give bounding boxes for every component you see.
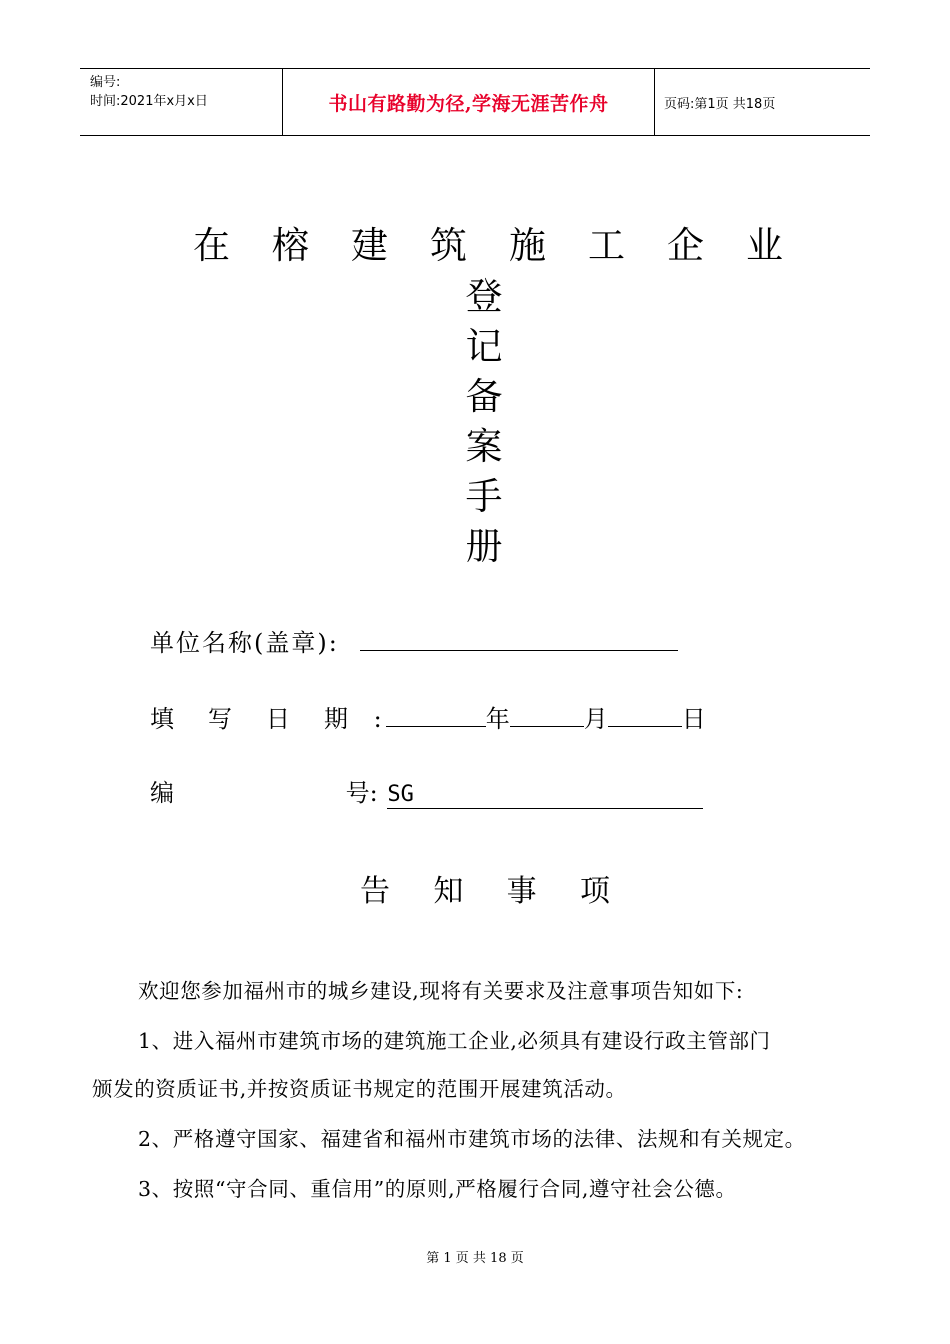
- notice-title-char: 告: [360, 874, 390, 909]
- fill-date-label-char: 日: [266, 705, 290, 733]
- title-char: 筑: [430, 224, 467, 267]
- year-label: 年: [485, 705, 510, 733]
- title-char: 登: [465, 275, 503, 318]
- month-label: 月: [583, 705, 608, 733]
- header-page-code-cell: [655, 69, 870, 135]
- month-blank[interactable]: [510, 700, 584, 727]
- title-char: 备: [465, 375, 503, 418]
- title-char: 册: [465, 525, 503, 568]
- notice-item-1-line-2: 颁发的资质证书,并按资质证书规定的范围开展建筑活动。: [92, 1077, 627, 1101]
- fill-date-label-char: 写: [208, 705, 232, 733]
- number-blank[interactable]: [387, 782, 703, 809]
- notice-title-char: 项: [579, 874, 610, 909]
- year-blank[interactable]: [386, 700, 486, 727]
- title-char: 建: [351, 224, 388, 267]
- title-char: 工: [588, 224, 625, 267]
- notice-intro: 欢迎您参加福州市的城乡建设,现将有关要求及注意事项告知如下:: [138, 979, 744, 1003]
- unit-name-blank[interactable]: [360, 624, 678, 651]
- document-title-line: [193, 220, 783, 272]
- fill-date-colon: :: [373, 705, 382, 733]
- header-time-label: 时间:2021年x月x日: [90, 94, 208, 109]
- title-char: 榕: [272, 224, 309, 267]
- title-char: 手: [465, 475, 503, 518]
- header-slogan: 书山有路勤为径,学海无涯苦作舟: [328, 92, 609, 115]
- notice-item-2: 2、严格遵守国家、福建省和福州市建筑市场的法律、法规和有关规定。: [138, 1127, 806, 1151]
- page-header: [80, 68, 870, 136]
- header-page-code: 页码:第1页 共18页: [664, 96, 776, 112]
- number-label-right: 号:: [345, 779, 378, 807]
- title-char: 案: [465, 425, 503, 468]
- day-blank[interactable]: [608, 700, 682, 727]
- notice-item-3: 3、按照“守合同、重信用”的原则,严格履行合同,遵守社会公德。: [138, 1177, 737, 1201]
- title-char: 在: [193, 224, 230, 267]
- day-label: 日: [681, 705, 706, 733]
- title-char: 业: [746, 224, 783, 267]
- title-char: 记: [465, 325, 503, 368]
- title-char: 施: [509, 224, 546, 267]
- title-char: 企: [667, 224, 704, 267]
- number-field: [150, 776, 703, 810]
- fill-date-field: [150, 700, 706, 736]
- header-number-label: 编号:: [90, 75, 121, 90]
- fill-date-label-char: 期: [324, 705, 348, 733]
- fill-date-label-char: 填: [150, 705, 174, 733]
- number-label-left: 编: [150, 779, 174, 807]
- header-meta: [80, 69, 283, 135]
- number-prefix: SG: [387, 782, 414, 807]
- notice-title: [360, 870, 610, 914]
- document-title-column: [460, 272, 508, 572]
- unit-name-field: [150, 624, 678, 660]
- fill-date-label: [150, 705, 368, 733]
- header-slogan-cell: [283, 69, 655, 135]
- notice-item-1-line-1: 1、进入福州市建筑市场的建筑施工企业,必须具有建设行政主管部门: [138, 1029, 771, 1053]
- page-footer: 第 1 页 共 18 页: [426, 1251, 524, 1266]
- notice-title-char: 事: [506, 874, 537, 909]
- notice-title-char: 知: [433, 874, 464, 909]
- unit-name-label: 单位名称(盖章):: [150, 629, 339, 657]
